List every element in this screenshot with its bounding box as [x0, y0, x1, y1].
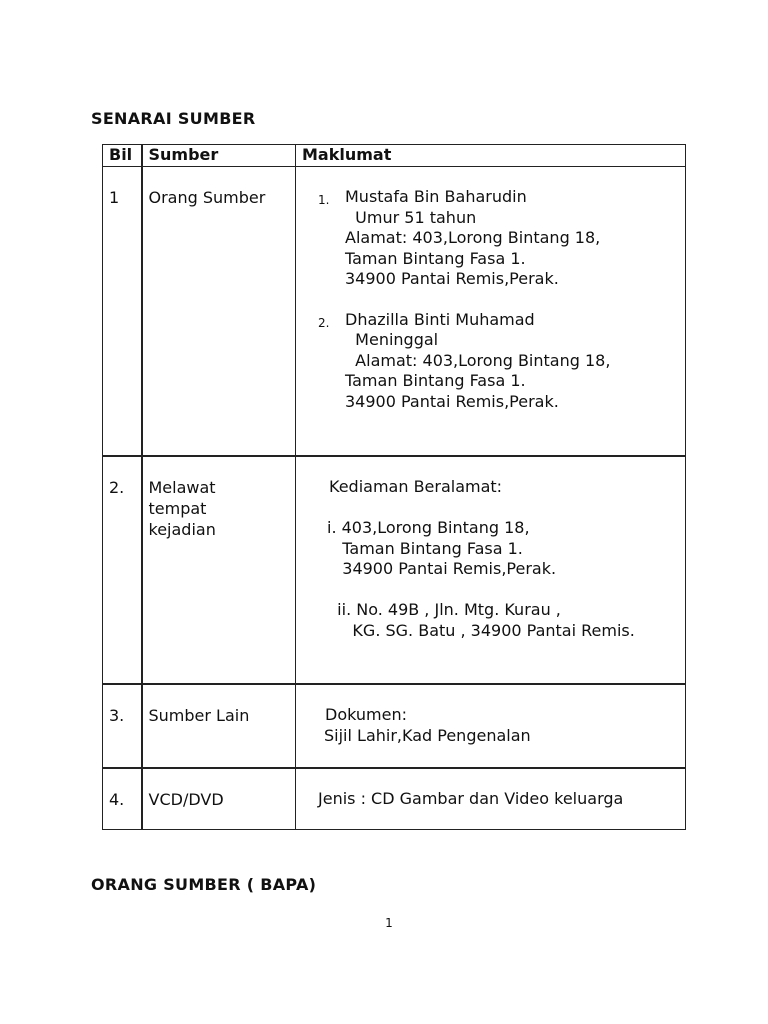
row-maklumat — [296, 684, 686, 768]
row-maklumat — [296, 768, 686, 830]
info-line: Mustafa Bin Baharudin — [345, 187, 527, 206]
info-line: Taman Bintang Fasa 1. — [345, 248, 526, 268]
row-maklumat — [296, 167, 686, 457]
info-line: Taman Bintang Fasa 1. — [327, 538, 523, 558]
row-sumber: VCD/DVD — [142, 768, 296, 830]
info-line: Umur 51 tahun — [345, 207, 477, 227]
info-line — [329, 580, 685, 601]
info-line — [329, 498, 685, 519]
page-number: 1 — [385, 916, 393, 930]
sumber-line: kejadian — [148, 520, 216, 539]
table-row — [103, 456, 686, 684]
info-line: Alamat: 403,Lorong Bintang 18, — [345, 350, 611, 370]
info-line: Dhazilla Binti Muhamad — [345, 309, 535, 329]
list-number: 1. — [318, 193, 330, 207]
info-line: Meninggal — [345, 330, 439, 349]
sumber-line: tempat — [148, 499, 207, 518]
sources-table — [102, 144, 686, 830]
row-sumber: Sumber Lain — [142, 684, 296, 768]
list-item — [296, 310, 685, 413]
info-line: i. 403,Lorong Bintang 18, — [327, 518, 530, 537]
row-sumber: Orang Sumber — [142, 167, 296, 457]
sumber-line: Melawat — [148, 478, 216, 497]
info-line: ii. No. 49B , Jln. Mtg. Kurau , — [327, 600, 561, 619]
list-number: 2. — [318, 315, 330, 330]
info-line: Kediaman Beralamat: — [329, 477, 503, 496]
section-heading: ORANG SUMBER ( BAPA) — [91, 875, 317, 894]
row-bil: 2. — [103, 456, 142, 684]
info-line: Jenis : CD Gambar dan Video keluarga — [318, 789, 624, 808]
info-line: Alamat: 403,Lorong Bintang 18, — [345, 228, 601, 247]
row-bil: 3. — [103, 684, 142, 768]
info-line: 34900 Pantai Remis,Perak. — [345, 391, 559, 411]
table-row — [103, 684, 686, 768]
info-line: 34900 Pantai Remis,Perak. — [327, 559, 557, 578]
table-header-row — [103, 145, 686, 167]
info-line: Sijil Lahir,Kad Pengenalan — [324, 725, 531, 745]
table-row — [103, 768, 686, 830]
info-line: 34900 Pantai Remis,Perak. — [345, 269, 559, 288]
info-line: Taman Bintang Fasa 1. — [345, 371, 526, 390]
info-line: Dokumen: — [325, 705, 407, 724]
row-sumber — [142, 456, 296, 684]
header-sumber: Sumber — [142, 145, 296, 167]
row-bil: 1 — [103, 167, 142, 457]
row-maklumat — [296, 456, 686, 684]
info-line: KG. SG. Batu , 34900 Pantai Remis. — [327, 620, 635, 640]
header-bil: Bil — [103, 145, 142, 167]
page-title: SENARAI SUMBER — [91, 109, 256, 128]
header-maklumat: Maklumat — [296, 145, 686, 167]
table-row — [103, 167, 686, 457]
row-bil: 4. — [103, 768, 142, 830]
list-item — [296, 187, 685, 290]
